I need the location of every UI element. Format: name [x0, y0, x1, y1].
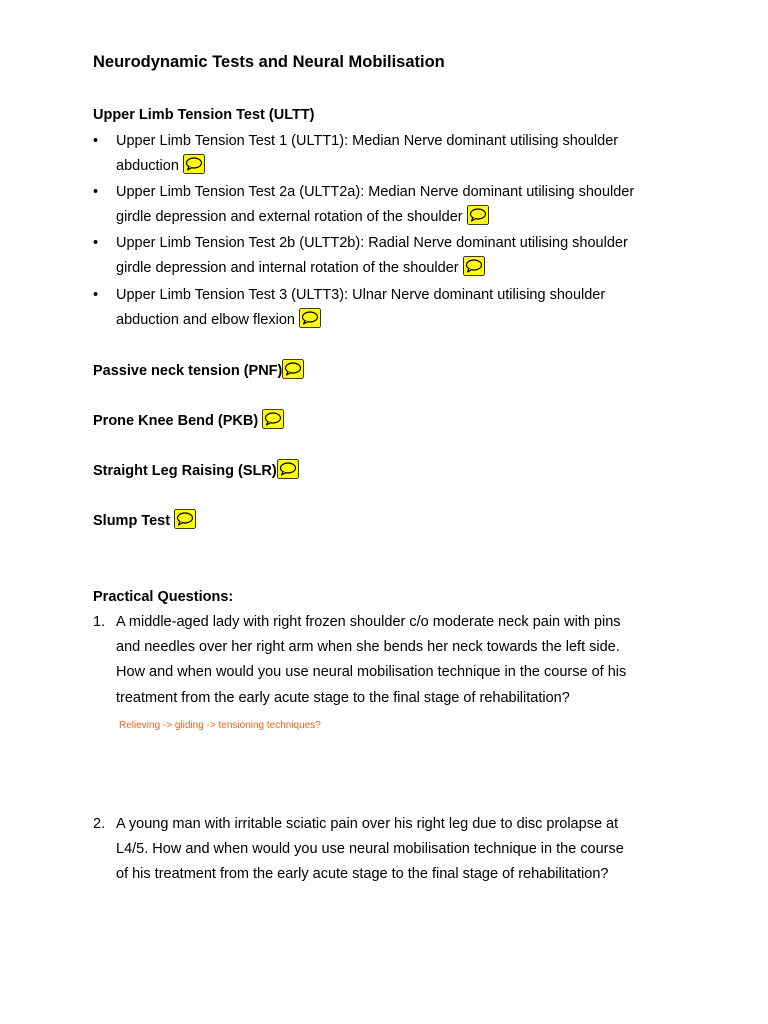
- comment-icon[interactable]: [467, 205, 489, 225]
- practical-heading: Practical Questions:: [93, 589, 234, 605]
- slr-text: Straight Leg Raising (SLR): [93, 463, 277, 479]
- question-line: A young man with irritable sciatic pain over his right leg due to disc prolapse at: [116, 816, 619, 832]
- annotation-note: Relieving -> gliding -> tensioning techniques?: [119, 720, 321, 731]
- comment-icon[interactable]: [299, 308, 321, 328]
- pnf-heading: [93, 361, 304, 381]
- comment-icon[interactable]: [463, 256, 485, 276]
- ultt2b-line1: Upper Limb Tension Test 2b (ULTT2b): Radial Nerve dominant utilising shoulder: [116, 235, 628, 251]
- ultt3-line2: [116, 310, 321, 330]
- question-line: treatment from the early acute stage to the final stage of rehabilitation?: [116, 690, 570, 706]
- question-number: 1.: [93, 614, 106, 630]
- slr-heading: [93, 461, 299, 481]
- bullet-marker: •: [93, 133, 99, 149]
- comment-icon[interactable]: [183, 154, 205, 174]
- pkb-heading: [93, 411, 284, 431]
- ultt3-line1: Upper Limb Tension Test 3 (ULTT3): Ulnar Nerve dominant utilising shoulder: [116, 287, 606, 303]
- ultt1-text: abduction: [116, 158, 179, 174]
- ultt2b-line2: [116, 258, 485, 278]
- pnf-text: Passive neck tension (PNF): [93, 363, 283, 379]
- ultt1-line1: Upper Limb Tension Test 1 (ULTT1): Median Nerve dominant utilising shoulder: [116, 133, 619, 149]
- question-line: L4/5. How and when would you use neural mobilisation technique in the course: [116, 841, 624, 857]
- page-title: Neurodynamic Tests and Neural Mobilisation: [93, 53, 445, 71]
- bullet-marker: •: [93, 287, 99, 303]
- ultt2a-text: girdle depression and external rotation of the shoulder: [116, 209, 463, 225]
- comment-icon[interactable]: [277, 459, 299, 479]
- question-line: How and when would you use neural mobilisation technique in the course of his: [116, 664, 627, 680]
- ultt-heading: Upper Limb Tension Test (ULTT): [93, 107, 315, 123]
- ultt2a-line2: [116, 207, 489, 227]
- ultt2a-line1: Upper Limb Tension Test 2a (ULTT2a): Median Nerve dominant utilising shoulder: [116, 184, 635, 200]
- bullet-marker: •: [93, 235, 99, 251]
- comment-icon[interactable]: [262, 409, 284, 429]
- bullet-marker: •: [93, 184, 99, 200]
- question-number: 2.: [93, 816, 106, 832]
- slump-text: Slump Test: [93, 513, 171, 529]
- ultt2b-text: girdle depression and internal rotation of the shoulder: [116, 260, 459, 276]
- comment-icon[interactable]: [282, 359, 304, 379]
- ultt3-text: abduction and elbow flexion: [116, 312, 295, 328]
- comment-icon[interactable]: [174, 509, 196, 529]
- question-line: of his treatment from the early acute stage to the final stage of rehabilitation?: [116, 866, 609, 882]
- slump-heading: [93, 511, 196, 531]
- ultt1-line2: [116, 156, 205, 176]
- question-line: and needles over her right arm when she bends her neck towards the left side.: [116, 639, 620, 655]
- question-line: A middle-aged lady with right frozen shoulder c/o moderate neck pain with pins: [116, 614, 621, 630]
- pkb-text: Prone Knee Bend (PKB): [93, 413, 259, 429]
